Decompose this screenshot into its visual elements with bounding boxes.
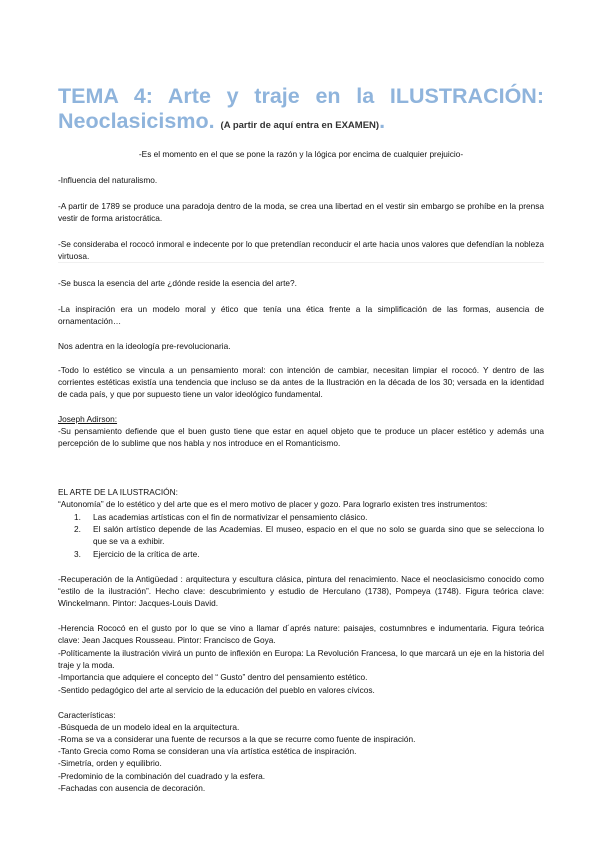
intro-paragraph: -Es el momento en el que se pone la razón y la lógica por encima de cualquier prejuicio- [138, 149, 464, 159]
paragraph-inspiracion: -La inspiración era un modelo moral y ético que tenía una ética frente a la simplificación de las formas, ausencia de ornamentación… [58, 304, 544, 327]
list-number: 2. [74, 524, 81, 535]
characteristic-item: -Fachadas con ausencia de decoración. [58, 783, 206, 793]
paragraph-gusto: -Importancia que adquiere el concepto del “ Gusto” dentro del pensamiento estético. [58, 672, 368, 682]
paragraph-politica: -Políticamente la ilustración vivirá un punto de inflexión en Europa: La Revolución Francesa, lo que marcará un eje en la historia del traje y la moda. [58, 648, 544, 671]
characteristic-item: -Simetría, orden y equilibrio. [58, 758, 162, 768]
paragraph-1789: -A partir de 1789 se produce una paradoja dentro de la moda, se crea una libertad en el vestir sin embargo se prohíbe en la prensa vestir de forma aristocrática. [58, 201, 544, 224]
list-text: Las academias artísticas con el fin de normativizar el pensamiento clásico. [93, 512, 368, 522]
list-number: 3. [74, 548, 81, 559]
title-line-2: Neoclasicismo. [58, 109, 215, 133]
paragraph-estetico: -Todo lo estético se vincula a un pensamiento moral: con intención de cambiar, necesitan limpiar el rococó. Y dentro de las corrientes estéticas existía una tendencia que incluso se da antes de la Ilustración en la década de los 30; versada en la identidad de cada país, y que por supuesto tiene un valor ideológico fundamental. [58, 365, 544, 400]
list-item [58, 548, 544, 560]
title-line-1: TEMA 4: Arte y traje en la ILUSTRACIÓN: [58, 84, 544, 108]
list-number: 1. [74, 512, 81, 522]
paragraph-rococo: -Se consideraba el rococó inmoral e indecente por lo que pretendían reconducir el arte hacia unos valores que defendían la nobleza virtuosa. [58, 239, 544, 262]
list-text: El salón artístico depende de las Academias. El museo, espacio en el que no solo se guarda sino que se selecciona lo que se va a exhibir. [93, 524, 544, 547]
title-dot: . [379, 109, 386, 133]
paragraph-ideologia: Nos adentra en la ideología pre-revolucionaria. [58, 341, 231, 351]
paragraph-esencia: -Se busca la esencia del arte ¿dónde reside la esencia del arte?. [58, 278, 297, 288]
divider [58, 262, 544, 263]
characteristic-item: -Roma se va a considerar una fuente de recursos a la que se recurre como fuente de inspiración. [58, 734, 416, 744]
list-item [58, 523, 544, 547]
characteristic-item: -Búsqueda de un modelo ideal en la arquitectura. [58, 722, 240, 732]
exam-note: (A partir de aquí entra en EXAMEN) [220, 120, 380, 131]
paragraph-pedagogico: -Sentido pedagógico del arte al servicio de la educación del pueblo en valores cívicos. [58, 685, 375, 695]
section-heading-arte: EL ARTE DE LA ILUSTRACIÓN: [58, 487, 178, 497]
list-text: Ejercicio de la crítica de arte. [93, 548, 200, 559]
paragraph-herencia: -Herencia Rococó en el gusto por lo que se vino a llamar d´aprés nature: paisajes, costumnbres e indumentaria. Figura teórica clave: Jean Jacques Rousseau. Pintor: Francisco de Goya. [58, 623, 544, 646]
paragraph-adirson: -Su pensamiento defiende que el buen gusto tiene que estar en aquel objeto que te produce un placer estético y además una percepción de lo sublime que nos habla y nos introduce en el Romanticismo. [58, 426, 544, 449]
paragraph-autonomia: “Autonomía” de lo estético y del arte que es el mero motivo de placer y gozo. Para lograrlo existen tres instrumentos: [58, 499, 488, 509]
characteristic-item: -Tanto Grecia como Roma se consideran una vía artística estética de inspiración. [58, 746, 357, 756]
characteristic-item: -Predominio de la combinación del cuadrado y la esfera. [58, 771, 266, 781]
instruments-list [58, 511, 544, 560]
document-title [58, 84, 544, 138]
paragraph-antiguedad: -Recuperación de la Antigüedad : arquitectura y escultura clásica, pintura del renacimiento. Nace el neoclasicismo conocido como “estilo de la ilustración”. Hecho clave: descubrimiento y estudio de Herculano (1738), Pompeya (1748). Figura teórica clave: Winckelmann. Pintor: Jacques-Louis David. [58, 574, 544, 609]
section-heading-caracteristicas: Características: [58, 710, 116, 720]
paragraph-naturalismo: -Influencia del naturalismo. [58, 175, 158, 185]
joseph-adirson-heading: Joseph Adirson: [58, 414, 118, 424]
list-item [58, 511, 544, 523]
